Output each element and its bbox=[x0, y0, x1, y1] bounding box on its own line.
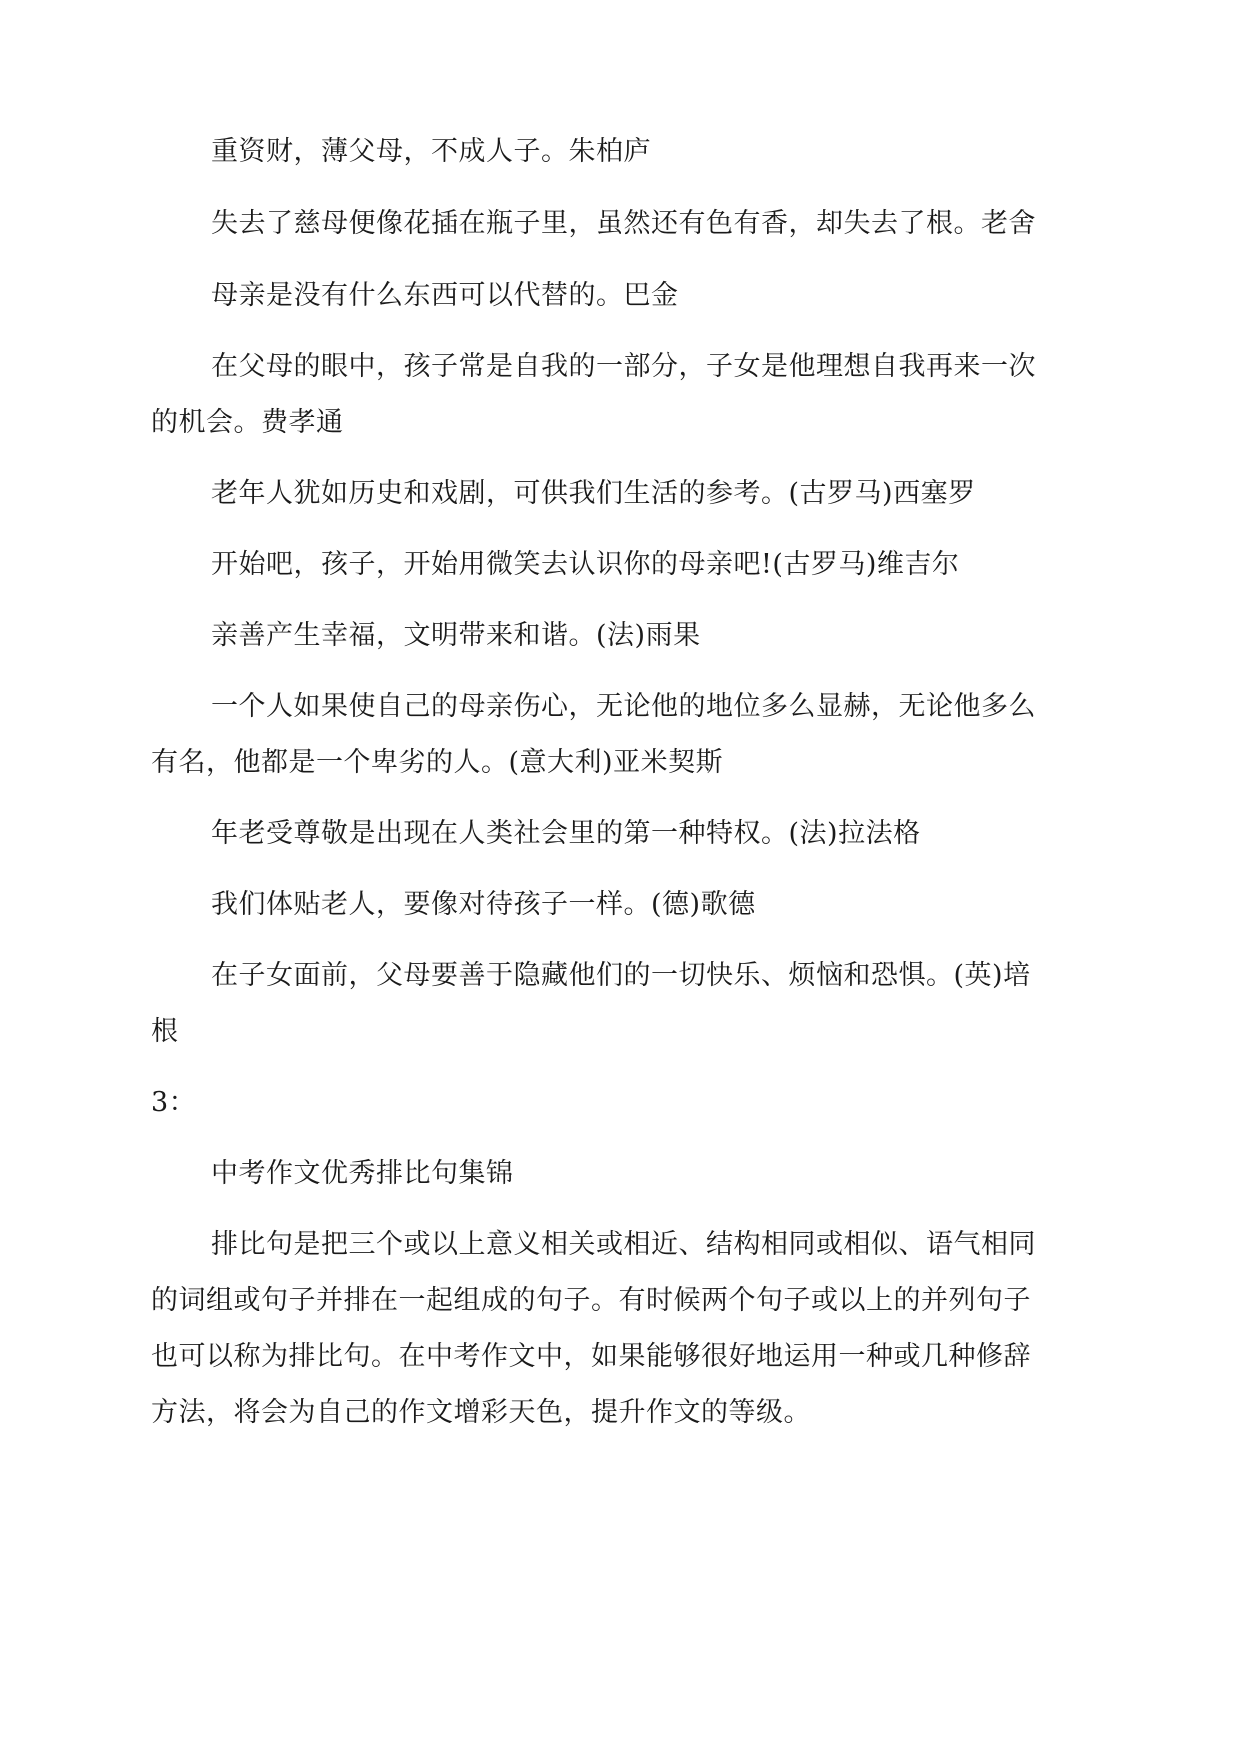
section-heading: 中考作文优秀排比句集锦 bbox=[211, 1158, 514, 1189]
quote-line: 失去了慈母便像花插在瓶子里，虽然还有色有香，却失去了根。老舍 bbox=[211, 208, 1036, 239]
paragraph-line: 的词组或句子并排在一起组成的句子。有时候两个句子或以上的并列句子 bbox=[151, 1285, 1031, 1316]
quote-line: 在子女面前，父母要善于隐藏他们的一切快乐、烦恼和恐惧。(英)培 bbox=[211, 960, 1031, 991]
section-number: 3： bbox=[151, 1087, 197, 1118]
quote-line: 重资财，薄父母，不成人子。朱柏庐 bbox=[211, 136, 651, 167]
quote-line: 在父母的眼中，孩子常是自我的一部分，子女是他理想自我再来一次 bbox=[211, 351, 1036, 382]
quote-line-continued: 根 bbox=[151, 1016, 179, 1047]
quote-line-continued: 有名，他都是一个卑劣的人。(意大利)亚米契斯 bbox=[151, 747, 724, 778]
paragraph-line: 也可以称为排比句。在中考作文中，如果能够很好地运用一种或几种修辞 bbox=[151, 1341, 1031, 1372]
paragraph-line: 方法，将会为自己的作文增彩天色，提升作文的等级。 bbox=[151, 1397, 811, 1428]
quote-line: 开始吧，孩子，开始用微笑去认识你的母亲吧!(古罗马)维吉尔 bbox=[211, 549, 960, 580]
quote-line: 我们体贴老人，要像对待孩子一样。(德)歌德 bbox=[211, 889, 756, 920]
quote-line-continued: 的机会。费孝通 bbox=[151, 407, 344, 438]
quote-line: 一个人如果使自己的母亲伤心，无论他的地位多么显赫，无论他多么 bbox=[211, 691, 1036, 722]
paragraph-line: 排比句是把三个或以上意义相关或相近、结构相同或相似、语气相同 bbox=[211, 1229, 1036, 1260]
quote-line: 亲善产生幸福，文明带来和谐。(法)雨果 bbox=[211, 620, 701, 651]
quote-line: 年老受尊敬是出现在人类社会里的第一种特权。(法)拉法格 bbox=[211, 818, 921, 849]
quote-line: 母亲是没有什么东西可以代替的。巴金 bbox=[211, 280, 679, 311]
quote-line: 老年人犹如历史和戏剧，可供我们生活的参考。(古罗马)西塞罗 bbox=[211, 478, 976, 509]
